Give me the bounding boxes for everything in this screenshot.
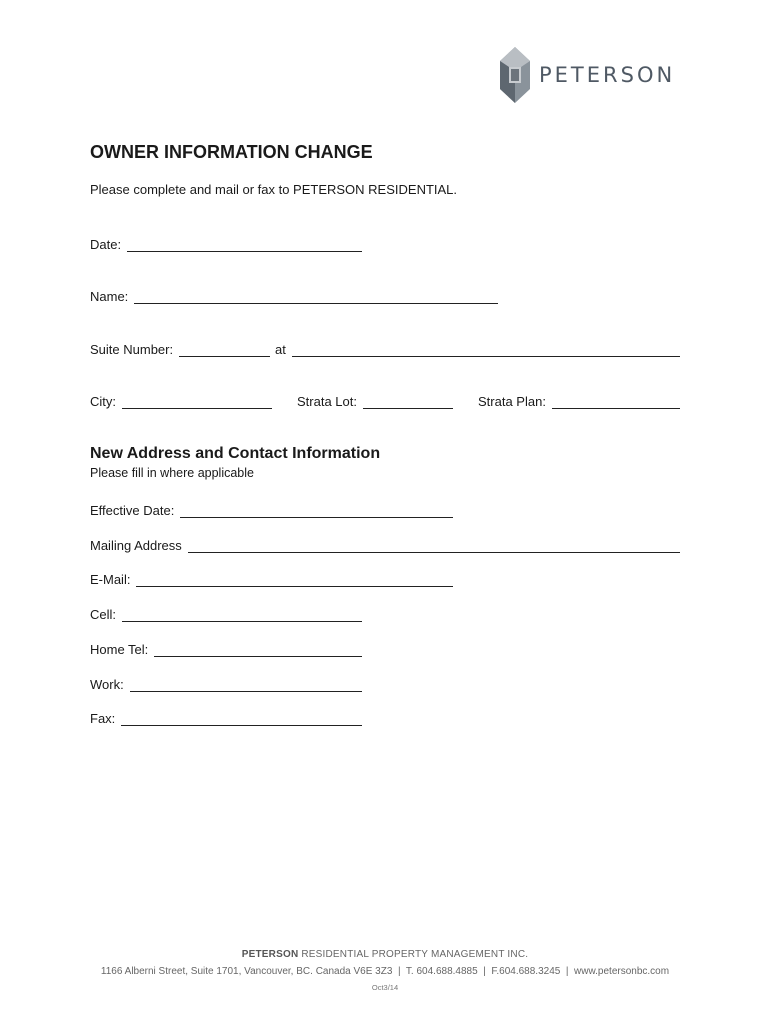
work-label: Work: xyxy=(90,677,124,692)
at-label: at xyxy=(275,342,286,357)
fax-field xyxy=(90,708,362,726)
suite-address-input-line[interactable] xyxy=(292,342,680,357)
footer-company-bold: PETERSON xyxy=(241,949,299,960)
mailing-address-field xyxy=(90,535,680,553)
home-tel-field xyxy=(90,639,362,657)
cell-label: Cell: xyxy=(90,607,117,622)
effective-date-input-line[interactable] xyxy=(180,503,453,518)
name-input-line[interactable] xyxy=(134,289,498,304)
footer-address: 1166 Alberni Street, Suite 1701, Vancouver, BC. Canada V6E 3Z3 | T. 604.688.4885 | F.604.688.3245 | www.petersonbc.com xyxy=(100,966,670,977)
effective-date-label: Effective Date: xyxy=(90,503,175,518)
email-field xyxy=(90,569,453,587)
email-input-line[interactable] xyxy=(136,572,453,587)
fax-label: Fax: xyxy=(90,711,116,726)
home-tel-label: Home Tel: xyxy=(90,642,149,657)
date-input-line[interactable] xyxy=(127,237,362,252)
strata-plan-field xyxy=(478,391,680,409)
city-label: City: xyxy=(90,394,116,409)
footer-company xyxy=(0,949,770,960)
strata-lot-input-line[interactable] xyxy=(363,394,453,409)
footer-company-rest: RESIDENTIAL PROPERTY MANAGEMENT INC. xyxy=(298,949,529,960)
date-label: Date: xyxy=(90,237,122,252)
page-title: OWNER INFORMATION CHANGE xyxy=(90,142,373,162)
city-input-line[interactable] xyxy=(122,394,272,409)
name-label: Name: xyxy=(90,289,129,304)
mailing-address-input-line[interactable] xyxy=(188,538,680,553)
contact-subheading: Please fill in where applicable xyxy=(90,466,254,480)
logo-wordmark: PETERSON xyxy=(539,63,676,87)
work-input-line[interactable] xyxy=(130,677,362,692)
name-field xyxy=(90,286,498,304)
contact-heading: New Address and Contact Information xyxy=(90,445,381,462)
home-tel-input-line[interactable] xyxy=(154,642,362,657)
cell-input-line[interactable] xyxy=(122,607,362,622)
suite-number-field xyxy=(90,339,270,357)
peterson-logo xyxy=(497,45,687,105)
city-field xyxy=(90,391,272,409)
suite-address-field xyxy=(275,339,680,357)
date-field xyxy=(90,234,362,252)
cell-field xyxy=(90,604,362,622)
strata-lot-field xyxy=(297,391,453,409)
work-field xyxy=(90,674,362,692)
intro-text: Please complete and mail or fax to PETERSON RESIDENTIAL. xyxy=(90,182,458,197)
footer-revision: Oct3/14 xyxy=(371,983,399,992)
email-label: E-Mail: xyxy=(90,572,131,587)
mailing-address-label: Mailing Address xyxy=(90,538,182,553)
strata-plan-label: Strata Plan: xyxy=(478,394,546,409)
strata-plan-input-line[interactable] xyxy=(552,394,680,409)
strata-lot-label: Strata Lot: xyxy=(297,394,357,409)
logo-hexagon-icon xyxy=(497,45,533,105)
suite-number-label: Suite Number: xyxy=(90,342,174,357)
fax-input-line[interactable] xyxy=(121,711,362,726)
effective-date-field xyxy=(90,500,453,518)
suite-number-input-line[interactable] xyxy=(179,342,270,357)
